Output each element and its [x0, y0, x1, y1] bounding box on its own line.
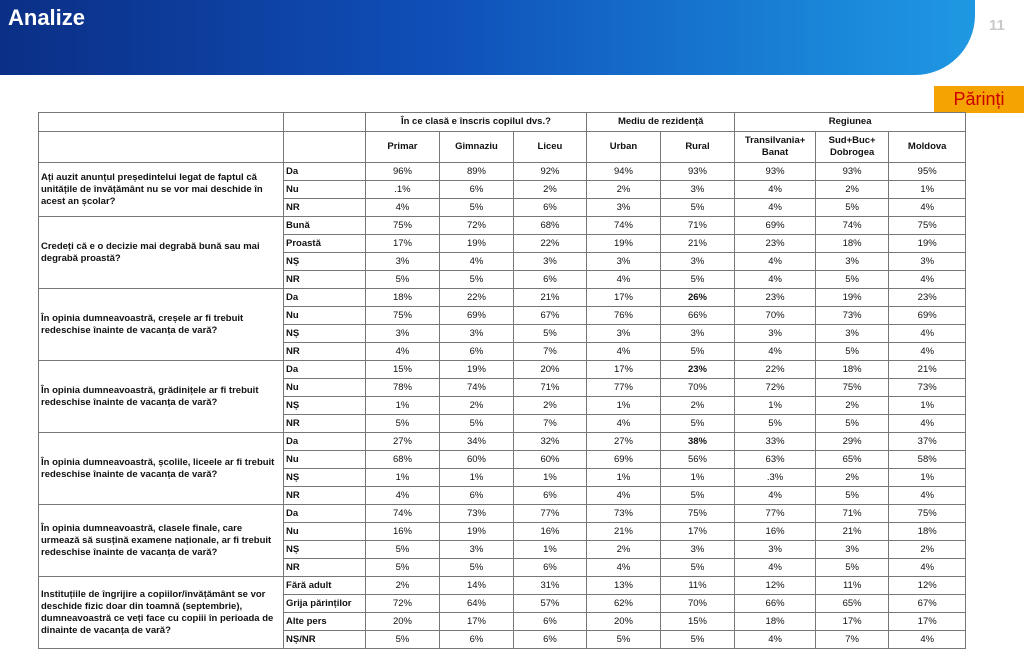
value-cell: 94%	[587, 163, 661, 181]
value-cell: 3%	[660, 325, 735, 343]
value-cell: 31%	[513, 577, 587, 595]
value-cell: 72%	[365, 595, 440, 613]
value-cell: 3%	[815, 325, 889, 343]
question-text: Credeți că e o decizie mai degrabă bună sau mai degrabă proastă?	[39, 217, 284, 289]
value-cell: 75%	[365, 217, 440, 235]
answer-label: Nu	[284, 523, 366, 541]
column-header: Sud+Buc+ Dobrogea	[815, 132, 889, 163]
value-cell: 4%	[587, 343, 661, 361]
value-cell: 19%	[440, 523, 514, 541]
value-cell: 57%	[513, 595, 587, 613]
value-cell: 5%	[660, 415, 735, 433]
value-cell: 5%	[513, 325, 587, 343]
value-cell: 3%	[735, 541, 816, 559]
value-cell: 4%	[889, 343, 966, 361]
value-cell: 6%	[440, 487, 514, 505]
value-cell: 5%	[365, 271, 440, 289]
value-cell: 20%	[365, 613, 440, 631]
value-cell: 1%	[735, 397, 816, 415]
value-cell: 2%	[815, 469, 889, 487]
question-text: Instituțiile de îngrijire a copiilor/învățământ se vor deschide fizic doar din toamnă (septembrie), dumneavoastră ce veți face cu copiii în perioada de dinainte de vacanța de vară?	[39, 577, 284, 649]
value-cell: 2%	[815, 181, 889, 199]
value-cell: 2%	[513, 397, 587, 415]
value-cell: 5%	[587, 631, 661, 649]
value-cell: 69%	[735, 217, 816, 235]
answer-label: NȘ	[284, 325, 366, 343]
value-cell: 5%	[815, 343, 889, 361]
value-cell: 4%	[735, 181, 816, 199]
value-cell: 1%	[587, 469, 661, 487]
answer-label: Proastă	[284, 235, 366, 253]
answer-label: NȘ	[284, 469, 366, 487]
value-cell: 3%	[587, 199, 661, 217]
column-header: Urban	[587, 132, 661, 163]
value-cell: 26%	[660, 289, 735, 307]
value-cell: 93%	[660, 163, 735, 181]
column-header: Liceu	[513, 132, 587, 163]
value-cell: 66%	[735, 595, 816, 613]
value-cell: 5%	[440, 199, 514, 217]
value-cell: 1%	[889, 181, 966, 199]
value-cell: 37%	[889, 433, 966, 451]
value-cell: 17%	[660, 523, 735, 541]
value-cell: 93%	[815, 163, 889, 181]
value-cell: 15%	[660, 613, 735, 631]
page-title: Analize	[8, 5, 86, 30]
value-cell: 19%	[440, 235, 514, 253]
value-cell: 67%	[513, 307, 587, 325]
column-header: Transilvania+ Banat	[735, 132, 816, 163]
value-cell: 2%	[815, 397, 889, 415]
value-cell: 5%	[660, 271, 735, 289]
value-cell: 4%	[735, 559, 816, 577]
value-cell: 1%	[889, 397, 966, 415]
value-cell: 68%	[365, 451, 440, 469]
value-cell: 64%	[440, 595, 514, 613]
value-cell: 5%	[365, 559, 440, 577]
value-cell: 2%	[513, 181, 587, 199]
value-cell: 4%	[889, 631, 966, 649]
value-cell: 75%	[365, 307, 440, 325]
column-header: Primar	[365, 132, 440, 163]
value-cell: 2%	[587, 541, 661, 559]
value-cell: 62%	[587, 595, 661, 613]
table-row	[39, 433, 966, 451]
value-cell: 6%	[440, 631, 514, 649]
value-cell: 12%	[735, 577, 816, 595]
value-cell: 3%	[365, 253, 440, 271]
value-cell: 4%	[889, 199, 966, 217]
value-cell: 73%	[889, 379, 966, 397]
value-cell: 6%	[513, 199, 587, 217]
value-cell: 34%	[440, 433, 514, 451]
group-header-row	[39, 113, 966, 132]
answer-label: NȘ	[284, 397, 366, 415]
value-cell: 4%	[735, 631, 816, 649]
value-cell: 5%	[660, 343, 735, 361]
audience-badge: Părinți	[934, 86, 1024, 113]
value-cell: 56%	[660, 451, 735, 469]
answer-label: NR	[284, 559, 366, 577]
value-cell: 1%	[587, 397, 661, 415]
empty-corner	[39, 113, 284, 132]
value-cell: 16%	[365, 523, 440, 541]
value-cell: 65%	[815, 595, 889, 613]
value-cell: 89%	[440, 163, 514, 181]
answer-label: Alte pers	[284, 613, 366, 631]
answer-label: NȘ	[284, 541, 366, 559]
value-cell: 22%	[440, 289, 514, 307]
value-cell: 5%	[440, 559, 514, 577]
value-cell: 5%	[660, 559, 735, 577]
value-cell: 1%	[365, 397, 440, 415]
value-cell: 78%	[365, 379, 440, 397]
answer-label: Bună	[284, 217, 366, 235]
answer-label: Da	[284, 505, 366, 523]
value-cell: 3%	[889, 253, 966, 271]
value-cell: 2%	[365, 577, 440, 595]
value-cell: 69%	[587, 451, 661, 469]
value-cell: 32%	[513, 433, 587, 451]
column-header: Moldova	[889, 132, 966, 163]
value-cell: 60%	[513, 451, 587, 469]
value-cell: 18%	[365, 289, 440, 307]
value-cell: 6%	[440, 343, 514, 361]
column-header: Rural	[660, 132, 735, 163]
value-cell: 17%	[889, 613, 966, 631]
value-cell: 2%	[660, 397, 735, 415]
value-cell: 2%	[587, 181, 661, 199]
value-cell: 67%	[889, 595, 966, 613]
value-cell: 4%	[889, 325, 966, 343]
value-cell: 3%	[365, 325, 440, 343]
value-cell: 5%	[440, 415, 514, 433]
value-cell: 17%	[365, 235, 440, 253]
value-cell: 11%	[815, 577, 889, 595]
value-cell: 18%	[735, 613, 816, 631]
value-cell: 70%	[660, 595, 735, 613]
table-row	[39, 361, 966, 379]
value-cell: 73%	[587, 505, 661, 523]
answer-label: Da	[284, 289, 366, 307]
value-cell: 23%	[735, 289, 816, 307]
value-cell: 74%	[815, 217, 889, 235]
value-cell: 15%	[365, 361, 440, 379]
value-cell: 4%	[365, 343, 440, 361]
group-header-region: Regiunea	[735, 113, 966, 132]
value-cell: 95%	[889, 163, 966, 181]
value-cell: 3%	[440, 325, 514, 343]
value-cell: 76%	[587, 307, 661, 325]
value-cell: 5%	[815, 271, 889, 289]
value-cell: 16%	[735, 523, 816, 541]
value-cell: 7%	[513, 343, 587, 361]
value-cell: 5%	[815, 415, 889, 433]
value-cell: 71%	[815, 505, 889, 523]
answer-label: Fără adult	[284, 577, 366, 595]
value-cell: 5%	[365, 541, 440, 559]
value-cell: 2%	[440, 397, 514, 415]
value-cell: 4%	[735, 253, 816, 271]
value-cell: 70%	[735, 307, 816, 325]
value-cell: 4%	[587, 415, 661, 433]
value-cell: 4%	[735, 199, 816, 217]
value-cell: 68%	[513, 217, 587, 235]
value-cell: 4%	[889, 487, 966, 505]
value-cell: 38%	[660, 433, 735, 451]
value-cell: 5%	[660, 199, 735, 217]
value-cell: 3%	[660, 253, 735, 271]
value-cell: 4%	[889, 415, 966, 433]
answer-label: NR	[284, 199, 366, 217]
value-cell: 1%	[889, 469, 966, 487]
question-text: În opinia dumneavoastră, grădinițele ar fi trebuit redeschise înainte de vacanța de vară?	[39, 361, 284, 433]
empty-corner	[39, 132, 284, 163]
answer-label: NȘ/NR	[284, 631, 366, 649]
value-cell: 14%	[440, 577, 514, 595]
value-cell: 1%	[513, 469, 587, 487]
value-cell: 21%	[889, 361, 966, 379]
value-cell: 75%	[889, 217, 966, 235]
value-cell: 71%	[513, 379, 587, 397]
value-cell: 5%	[815, 199, 889, 217]
value-cell: 92%	[513, 163, 587, 181]
value-cell: 69%	[889, 307, 966, 325]
answer-label: Nu	[284, 451, 366, 469]
value-cell: 72%	[440, 217, 514, 235]
value-cell: 1%	[440, 469, 514, 487]
value-cell: 4%	[735, 271, 816, 289]
table-row	[39, 289, 966, 307]
value-cell: 58%	[889, 451, 966, 469]
value-cell: 21%	[815, 523, 889, 541]
answer-label: Nu	[284, 307, 366, 325]
value-cell: .3%	[735, 469, 816, 487]
value-cell: 7%	[815, 631, 889, 649]
value-cell: 60%	[440, 451, 514, 469]
header-band	[0, 0, 975, 75]
value-cell: 93%	[735, 163, 816, 181]
value-cell: 4%	[889, 559, 966, 577]
table-row	[39, 505, 966, 523]
value-cell: 6%	[440, 181, 514, 199]
answer-label: NR	[284, 415, 366, 433]
value-cell: 3%	[735, 325, 816, 343]
value-cell: 16%	[513, 523, 587, 541]
value-cell: 4%	[365, 199, 440, 217]
value-cell: 4%	[440, 253, 514, 271]
value-cell: 7%	[513, 415, 587, 433]
value-cell: 5%	[815, 487, 889, 505]
value-cell: 3%	[513, 253, 587, 271]
answer-label: NR	[284, 487, 366, 505]
value-cell: 17%	[815, 613, 889, 631]
value-cell: 63%	[735, 451, 816, 469]
answer-label: Nu	[284, 181, 366, 199]
value-cell: 27%	[365, 433, 440, 451]
value-cell: 4%	[587, 487, 661, 505]
table-body	[39, 163, 966, 649]
value-cell: 77%	[513, 505, 587, 523]
value-cell: 73%	[815, 307, 889, 325]
question-text: În opinia dumneavoastră, clasele finale, care urmează să susțină examene naționale, ar fi trebuit redeschise înainte de vacanța de vară?	[39, 505, 284, 577]
column-header: Gimnaziu	[440, 132, 514, 163]
value-cell: 19%	[815, 289, 889, 307]
results-table	[38, 112, 966, 649]
value-cell: 3%	[815, 541, 889, 559]
value-cell: 29%	[815, 433, 889, 451]
answer-label: NR	[284, 271, 366, 289]
value-cell: 6%	[513, 487, 587, 505]
value-cell: 23%	[889, 289, 966, 307]
value-cell: 13%	[587, 577, 661, 595]
value-cell: 23%	[660, 361, 735, 379]
value-cell: 73%	[440, 505, 514, 523]
value-cell: 18%	[889, 523, 966, 541]
value-cell: 21%	[660, 235, 735, 253]
value-cell: 19%	[440, 361, 514, 379]
value-cell: 19%	[889, 235, 966, 253]
value-cell: 75%	[660, 505, 735, 523]
question-text: În opinia dumneavoastră, școlile, liceele ar fi trebuit redeschise înainte de vacanța de vară?	[39, 433, 284, 505]
table-row	[39, 577, 966, 595]
value-cell: 66%	[660, 307, 735, 325]
value-cell: 18%	[815, 235, 889, 253]
value-cell: 23%	[735, 235, 816, 253]
value-cell: 20%	[587, 613, 661, 631]
value-cell: 3%	[815, 253, 889, 271]
value-cell: 3%	[440, 541, 514, 559]
value-cell: 77%	[735, 505, 816, 523]
value-cell: 75%	[815, 379, 889, 397]
value-cell: 2%	[889, 541, 966, 559]
value-cell: 74%	[440, 379, 514, 397]
value-cell: 6%	[513, 559, 587, 577]
answer-label: Da	[284, 361, 366, 379]
value-cell: 18%	[815, 361, 889, 379]
answer-label: NR	[284, 343, 366, 361]
value-cell: 3%	[660, 541, 735, 559]
value-cell: 22%	[513, 235, 587, 253]
value-cell: 74%	[365, 505, 440, 523]
answer-label: NȘ	[284, 253, 366, 271]
value-cell: 4%	[735, 343, 816, 361]
value-cell: 11%	[660, 577, 735, 595]
value-cell: 1%	[513, 541, 587, 559]
value-cell: 77%	[587, 379, 661, 397]
value-cell: 6%	[513, 271, 587, 289]
value-cell: 5%	[365, 631, 440, 649]
value-cell: 5%	[735, 415, 816, 433]
value-cell: 71%	[660, 217, 735, 235]
value-cell: 3%	[660, 181, 735, 199]
value-cell: 75%	[889, 505, 966, 523]
value-cell: 22%	[735, 361, 816, 379]
value-cell: 17%	[587, 289, 661, 307]
value-cell: 4%	[587, 559, 661, 577]
answer-label: Nu	[284, 379, 366, 397]
answer-label: Grija părinților	[284, 595, 366, 613]
value-cell: 69%	[440, 307, 514, 325]
value-cell: 6%	[513, 613, 587, 631]
empty-corner-label	[284, 132, 366, 163]
group-header-residence: Mediu de rezidență	[587, 113, 735, 132]
value-cell: 1%	[365, 469, 440, 487]
answer-label: Da	[284, 433, 366, 451]
value-cell: 33%	[735, 433, 816, 451]
value-cell: .1%	[365, 181, 440, 199]
value-cell: 4%	[889, 271, 966, 289]
value-cell: 1%	[660, 469, 735, 487]
value-cell: 5%	[660, 631, 735, 649]
value-cell: 4%	[587, 271, 661, 289]
value-cell: 65%	[815, 451, 889, 469]
value-cell: 17%	[440, 613, 514, 631]
value-cell: 72%	[735, 379, 816, 397]
value-cell: 6%	[513, 631, 587, 649]
value-cell: 20%	[513, 361, 587, 379]
value-cell: 5%	[440, 271, 514, 289]
group-header-class: În ce clasă e înscris copilul dvs.?	[365, 113, 587, 132]
value-cell: 4%	[735, 487, 816, 505]
value-cell: 19%	[587, 235, 661, 253]
value-cell: 12%	[889, 577, 966, 595]
value-cell: 21%	[587, 523, 661, 541]
value-cell: 5%	[660, 487, 735, 505]
value-cell: 96%	[365, 163, 440, 181]
value-cell: 74%	[587, 217, 661, 235]
value-cell: 3%	[587, 253, 661, 271]
value-cell: 17%	[587, 361, 661, 379]
table-row	[39, 163, 966, 181]
empty-corner-label	[284, 113, 366, 132]
question-text: În opinia dumneavoastră, creșele ar fi trebuit redeschise înainte de vacanța de vară?	[39, 289, 284, 361]
column-header-row	[39, 132, 966, 163]
value-cell: 70%	[660, 379, 735, 397]
value-cell: 5%	[365, 415, 440, 433]
page-number: 11	[989, 17, 1005, 34]
value-cell: 27%	[587, 433, 661, 451]
value-cell: 3%	[587, 325, 661, 343]
value-cell: 21%	[513, 289, 587, 307]
value-cell: 5%	[815, 559, 889, 577]
table-row	[39, 217, 966, 235]
value-cell: 4%	[365, 487, 440, 505]
question-text: Ați auzit anunțul președintelui legat de faptul că unitățile de învățământ nu se vor mai deschide în acest an școlar?	[39, 163, 284, 217]
answer-label: Da	[284, 163, 366, 181]
